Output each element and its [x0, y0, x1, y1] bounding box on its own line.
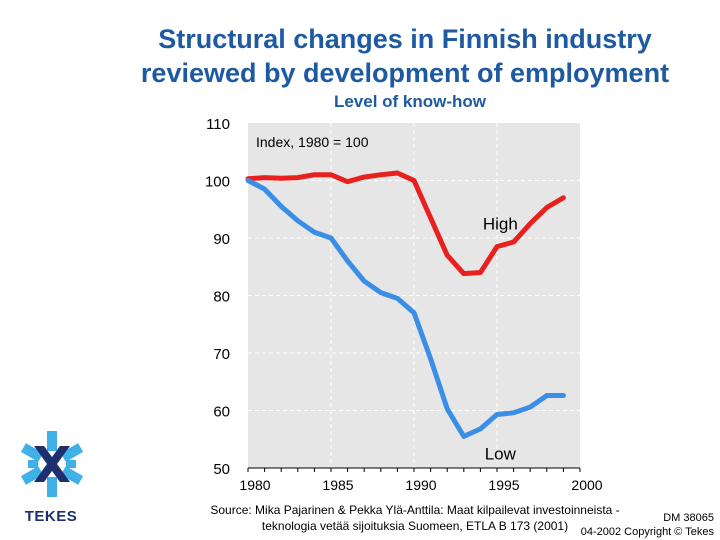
title-line-2: reviewed by development of employment	[140, 58, 670, 88]
copyright-notice: 04-2002 Copyright © Tekes	[580, 526, 714, 538]
y-tick-label: 70	[213, 346, 230, 363]
source-line-2: teknologia vetää sijoituksia Suomeen, ETLA B 173 (2001)	[261, 519, 569, 533]
x-tick-label: 1995	[488, 477, 520, 493]
y-tick-label: 60	[213, 403, 230, 421]
x-tick-label: 2000	[571, 477, 603, 493]
y-tick-label: 90	[213, 231, 230, 248]
y-tick-label: 50	[213, 461, 230, 478]
x-tick-label: 1980	[239, 477, 271, 493]
document-id: DM 38065	[663, 512, 714, 524]
source-note	[190, 502, 640, 534]
y-tick-label: 80	[213, 288, 230, 306]
source-line-1: Source: Mika Pajarinen & Pekka Ylä-Anttila: Maat kilpailevat investoinneista -	[210, 503, 620, 517]
x-tick-label: 1990	[405, 477, 437, 493]
y-tick-label: 100	[204, 173, 230, 191]
chart-subtitle: Level of know-how	[333, 92, 487, 111]
index-annotation: Index, 1980 = 100	[256, 134, 369, 150]
tekes-brand-label: TEKES	[24, 508, 78, 525]
title-line-1: Structural changes in Finnish industry	[158, 24, 652, 54]
series-label-low: Low	[484, 444, 516, 464]
x-tick-label: 1985	[322, 477, 354, 493]
series-label-high: High	[482, 214, 518, 234]
y-tick-label: 110	[206, 116, 230, 133]
